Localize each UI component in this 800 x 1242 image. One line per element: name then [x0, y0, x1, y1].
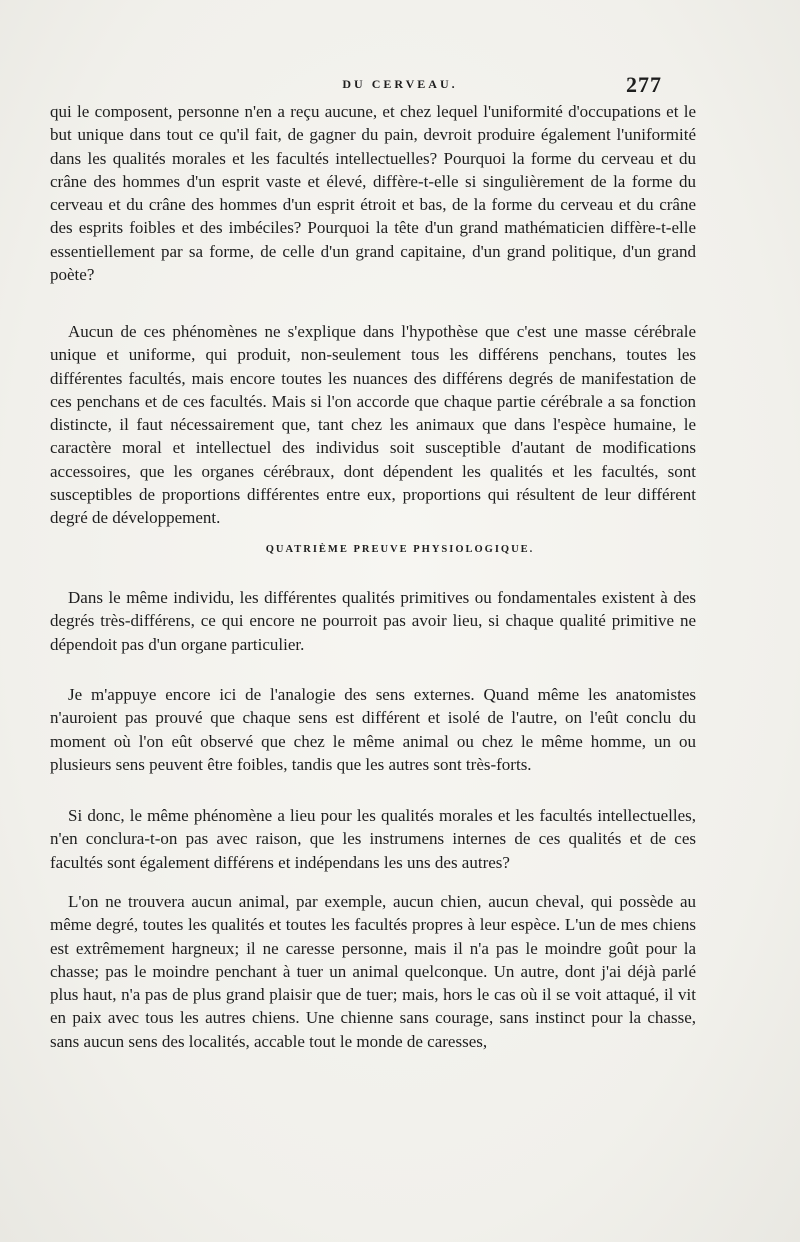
paragraph-text: Aucun de ces phénomènes ne s'explique dans l'hypothèse que c'est une masse cérébrale unique et uniforme, qui produit, non-seulement tous les différens penchans, toutes les différentes facultés, mais encore toutes les nuances des différens degrés de manifestation de ces penchans et de ces facultés. Mais si l'on accorde que chaque partie cérébrale a sa fonction distincte, il faut nécessairement que, tant chez les animaux que dans l'espèce humaine, le caractère moral et intellectuel des individus soit susceptible d'autant de modifications accessoires, que les organes cérébraux, dont dépendent les qualités et les facultés, sont susceptibles de proportions différentes entre eux, proportions qui résultent de leur différent degré de développement.: [50, 322, 696, 528]
paragraph-text: Si donc, le même phénomène a lieu pour les qualités morales et les facultés intellectuelles, n'en conclura-t-on pas avec raison, que les instrumens internes de ces qualités et de ces facultés sont également différens et indépendans les uns des autres?: [50, 806, 696, 872]
paragraph-text: qui le composent, personne n'en a reçu aucune, et chez lequel l'uniformité d'occupations et le but unique dans tout ce qu'il fait, de gagner du pain, devroit produire également l'uniformité dans les qualités morales et les facultés intellectuelles? Pourquoi la forme du cerveau et du crâne des hommes d'un esprit vaste et élevé, diffère-t-elle si singulièrement de la forme du cerveau et du crâne des hommes d'un esprit étroit et bas, de la forme du cerveau et du crâne des esprits foibles et des imbéciles? Pourquoi la tête d'un grand mathématicien diffère-t-elle essentiellement par sa forme, de celle d'un grand capitaine, d'un grand politique, d'un grand poète?: [50, 102, 696, 285]
paragraph-continued: [50, 100, 696, 286]
paragraph: [50, 804, 696, 874]
paragraph-text: L'on ne trouvera aucun animal, par exemple, aucun chien, aucun cheval, qui possède au même degré, toutes les qualités et toutes les facultés propres à leur espèce. L'un de mes chiens est extrêmement hargneux; il ne caresse personne, mais il n'a pas le moindre goût pour la chasse; pas le moindre penchant à tuer un animal quelconque. Un autre, dont j'ai déjà parlé plus haut, n'a pas de plus grand plaisir que de tuer; mais, hors le cas où il se voit attaqué, il vit en paix avec tous les autres chiens. Une chienne sans courage, sans instinct pour la chasse, sans aucun sens des localités, accable tout le monde de caresses,: [50, 892, 696, 1051]
paragraph: [50, 683, 696, 776]
page-number: 277: [626, 72, 662, 97]
paragraph: [50, 890, 696, 1053]
section-heading: QUATRIÈME PREUVE PHYSIOLOGIQUE.: [265, 544, 535, 555]
paragraph: [50, 320, 696, 530]
paragraph: [50, 586, 696, 656]
paragraph-text: Je m'appuye encore ici de l'analogie des sens externes. Quand même les anatomistes n'auroient pas prouvé que chaque sens est différent et isolé de l'autre, on l'eût conclu du moment où l'on eût observé que chez le même animal ou chez le même homme, un ou plusieurs sens peuvent être foibles, tandis que les autres sont très-forts.: [50, 685, 696, 774]
running-title: DU CERVEAU.: [342, 77, 458, 91]
paragraph-text: Dans le même individu, les différentes qualités primitives ou fondamentales existent à des degrés très-différens, ce qui encore ne pourroit pas avoir lieu, si chaque qualité primitive ne dépendoit pas d'un organe particulier.: [50, 588, 696, 654]
